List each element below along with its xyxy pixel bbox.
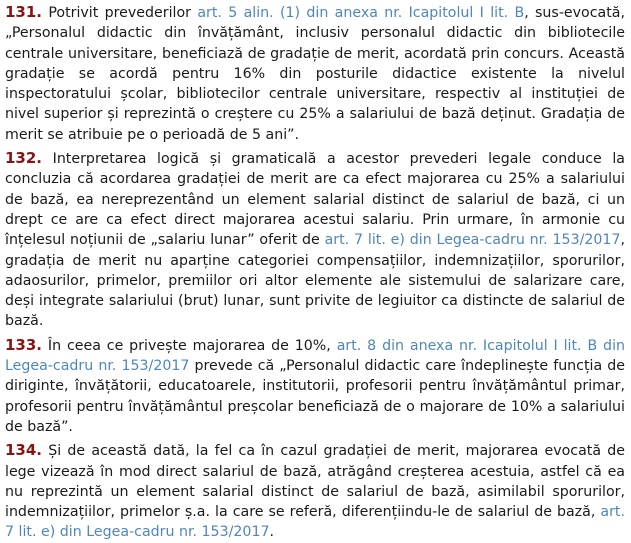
paragraph-number: 134.: [5, 441, 43, 460]
paragraph-number: 133.: [5, 335, 43, 354]
paragraph-text: .: [269, 524, 275, 541]
paragraph-text: În ceea ce privește majorarea de 10%,: [42, 337, 337, 354]
paragraph-number: 131.: [5, 3, 43, 21]
paragraph-text: Interpretarea logică și gramaticală a acestor prevederi legale conduce la concluzia că acordarea gradației de merit are ca efect majorarea cu 25% a salariului de bază, ea nereprezentând un element salarial distinct de salariul de bază, ci un drept ce are ca efect direct majorarea acestui salariu. Prin urmare, în armonie cu înțelesul noțiunii de „salariu lunar” oferit de: [5, 151, 625, 249]
paragraph-134: [5, 440, 625, 542]
law-reference-link[interactable]: art. 8 din anexa nr. Icapitolul I lit. B din Legea-cadru nr. 153/2017: [5, 337, 626, 375]
paragraph-text: , sus-evocată, „Personalul didactic din învățământ, inclusiv personalul didactic din bibliotecile centrale universitare, beneficiază de gradație de merit, acordată prin concurs. Această gradație se acordă pentru 16% din posturile didactice existente la nivelul inspectoratului școlar, bibliotecilor centrale universitare, respectiv al instituției de nivel superior și reprezintă o creștere cu 25% a salariului de bază deținut. Gradația de merit se atribuie pe o perioadă de 5 ani”.: [5, 5, 625, 143]
law-reference-link[interactable]: art. 7 lit. e) din Legea-cadru nr. 153/2017: [324, 232, 621, 249]
paragraph-133: [5, 335, 625, 437]
paragraph-text: Potrivit prevederilor: [42, 5, 198, 21]
paragraph-text: , gradația de merit nu aparține categoriei compensațiilor, indemnizațiilor, sporurilor, adaosurilor, primelor, premiilor ori altor elemente ale sistemului de salarizare care, deși integrate salariului (brut) lunar, sunt privite de legiuitor ca distincte de salariul de bază.: [5, 232, 625, 330]
paragraph-text: Și de această dată, la fel ca în cazul gradației de merit, majorarea evocată de lege vizează în mod direct salariul de bază, atrăgând creșterea acestuia, astfel că ea nu reprezintă un element salarial distinct de salariul de bază, asimilabil sporurilor, indemnizațiilor, primelor ș.a. la care se referă, diferențiindu-le de salariul de bază,: [5, 443, 625, 521]
paragraph-text: prevede că „Personalul didactic care îndeplinește funcția de diriginte, învățătorii, educatoarele, institutorii, profesorii pentru învățământul primar, profesorii pentru învățământul preșcolar beneficiază de o majorare de 10% a salariului de bază”.: [5, 358, 625, 435]
paragraph-131: [5, 2, 625, 145]
paragraph-132: [5, 148, 625, 332]
law-reference-link[interactable]: art. 7 lit. e) din Legea-cadru nr. 153/2017: [5, 504, 625, 541]
paragraph-number: 132.: [5, 149, 43, 168]
law-reference-link[interactable]: art. 5 alin. (1) din anexa nr. Icapitolul I lit. B: [197, 5, 525, 21]
